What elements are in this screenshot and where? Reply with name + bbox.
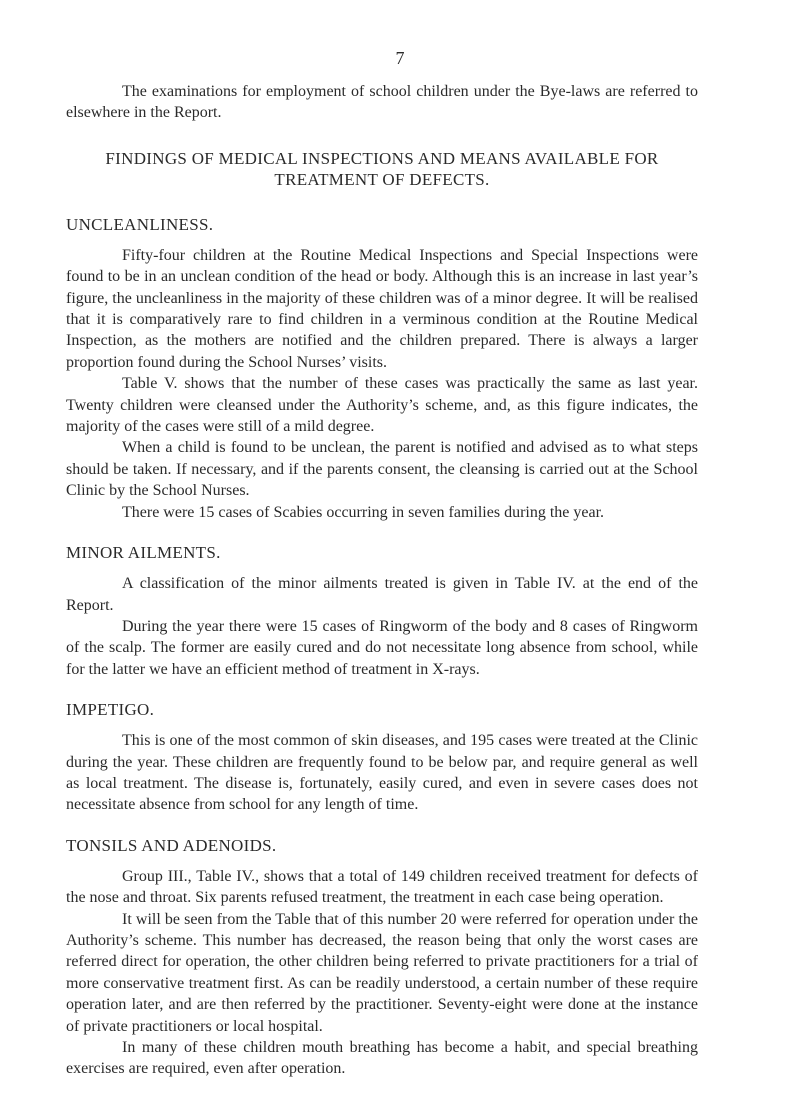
paragraph: In many of these children mouth breathing has become a habit, and special breathing exercises are required, even after operation. [66,1039,698,1078]
paragraph: During the year there were 15 cases of Ringworm of the body and 8 cases of Ringworm of the scalp. The former are easily cured and do not necessitate long absence from school, while for the latter we have an efficient method of treatment in X-rays. [66,617,698,678]
paragraph: It will be seen from the Table that of this number 20 were referred for operation under the Authority’s scheme. This number has decreased, the reason being that only the worst cases are referred direct for operation, the other children being referred to private practitioners for a trial of more conservative treatment first. As can be readily understood, a certain number of these require operation later, and are then referred by the practitioner. Seventy-eight were done at the instance of private practitioners or local hospital. [66,910,698,1035]
page-number: 7 [395,48,405,68]
main-heading: FINDINGS OF MEDICAL INSPECTIONS AND MEANS AVAILABLE FOR TREATMENT OF DEFECTS. [105,148,659,189]
section-heading-tonsils-adenoids: TONSILS AND ADENOIDS. [66,835,277,855]
paragraph: Group III., Table IV., shows that a total of 149 children received treatment for defects of the nose and throat. Six parents refused treatment, the treatment in each case being operation. [66,867,698,907]
paragraph: Table V. shows that the number of these cases was practically the same as last year. Twenty children were cleansed under the Authority’s scheme, and, as this figure indicates, the majority of the cases were still of a mild degree. [66,375,698,436]
section-heading-impetigo: IMPETIGO. [66,700,155,720]
paragraph: There were 15 cases of Scabies occurring in seven families during the year. [122,503,605,521]
page-body [66,81,698,1080]
paragraph: This is one of the most common of skin diseases, and 195 cases were treated at the Clinic during the year. These children are frequently found to be below par, and require general as well as local treatment. The disease is, fortunately, easily cured, and even in severe cases does not necessitate absence from school for any length of time. [66,732,698,814]
section-heading-minor-ailments: MINOR AILMENTS. [66,543,221,563]
paragraph: Fifty-four children at the Routine Medical Inspections and Special Inspections were found to be in an unclean condition of the head or body. Although this is an increase in last year’s figure, the uncleanliness in the majority of these children was of a minor degree. It will be realised that it is comparatively rare to find children in a verminous condition at the Routine Medical Inspection, as the mothers are notified and the children prepared. There is always a larger proportion found during the School Nurses’ visits. [66,246,698,371]
section-heading-uncleanliness: UNCLEANLINESS. [66,214,214,234]
paragraph: A classification of the minor ailments treated is given in Table IV. at the end of the Report. [66,575,698,614]
intro-paragraph: The examinations for employment of school children under the Bye-laws are referred to elsewhere in the Report. [66,83,698,122]
paragraph: When a child is found to be unclean, the parent is notified and advised as to what steps should be taken. If necessary, and if the parents consent, the cleansing is carried out at the School Clinic by the School Nurses. [66,439,698,500]
